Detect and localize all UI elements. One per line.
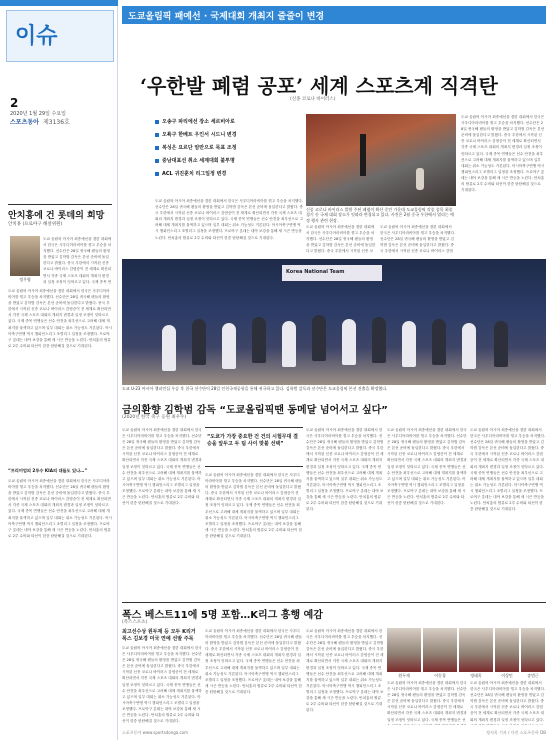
article3-byline: (폭스스포츠) (122, 620, 148, 625)
team-photo-caption: 도쿄 U-23 아시아 챔피언십 우승 후 한국 선수단이 28일 인천국제공항을 통해 귀국하고 있다. 김학범 감독과 선수단은 도쿄올림픽 본선 진출을 확정했다. (122, 386, 388, 391)
column-body-text: 도쿄 올림픽 아시아 최종예선을 겸한 대회에서 한국은 사우디아라비아를 꺾고 우승을 차지했다. 선수단은 28일 귀국해 팬들의 환영을 받았고 김학범 감독은 본선 준비에 돌입한다고 밝혔다. 중국 우한에서 시작된 신종 코로나 바이러스 감염증이 전 세계로 확산되면서 각종 국제 스포츠 대회의 개최지 변경과 일정 조정이 잇따르고 있다. 국제 종목 연 (43, 237, 112, 284)
pull-quote-text: “도쿄가 가장 중요한 건 건의 시험무대 결승을 앞두고 두 팀 사이 맞불 선택” (207, 434, 299, 447)
summary-item: 오륙구 한베트 우인서 시드니 변경 (155, 131, 303, 138)
column-top-rule (8, 204, 112, 205)
street-lamp-shape (360, 134, 366, 176)
pull-quote (205, 427, 303, 467)
player-figure (282, 321, 296, 367)
article-body-text: 도쿄 올림픽 아시아 최종예선을 겸한 대회에서 한국은 사우디아라비아를 꺾고 우승을 차지했다. 선수단은 28일 귀국해 팬들의 환영을 받았고 김학범 감독은 본선 준비에 돌입한다고 밝혔다. 중국 우한에서 시작된 신종 코로나 바이러스 감염증이 전 세계로 확산되면서 각종 국제 스포츠 대회의 개최지 변경과 일정 조정이 잇따르고 있다. (470, 681, 546, 722)
player-figure (402, 321, 416, 367)
article-body-text: 도쿄 올림픽 아시아 최종예선을 겸한 대회에서 한국은 사우디아라비아를 꺾고 우승을 차지했다. 선수단은 28일 귀국해 팬들의 환영을 받았고 김학범 감독은 본선 준비에 돌입한다고 밝혔다. 중국 우한에서 시작된 신종 코 (306, 225, 376, 254)
article-body-text: 도쿄 올림픽 아시아 최종예선을 겸한 대회에서 한국은 사우디아라비아를 꺾고 우승을 차지했다. 선수단은 28일 귀국해 팬들의 환영을 받았고 김학범 감독은 본선 준비에 돌입한다고 밝혔다. 중국 우한에서 시작된 신종 코로나 바이러스 감염증이 전 세계로 확산되면서 각종 국제 스포츠 대회의 개최지 변경과 일정 조정이 잇따르고 있다. 국제 종목 연맹들은 선수 안전을 최우선으로 고려해 대체 개최지를 물색하고 있으며 일부 대회는 취소 가능성도 거론된다. 아시아축구연맹 역시 챔피언스리그 조별리그 일정을 조정했다. 프로야구 롯데는 내야 보강을 통해 새 시즌 반등을 노린다. 안치홍의 합류로 2루 수비와 타선이 한층 탄탄해질 것으로 기대된다. (155, 199, 303, 240)
column-body-text: 도쿄 올림픽 아시아 최종예선을 겸한 대회에서 한국은 사우디아라비아를 꺾고 우승을 차지했다. 선수단은 28일 귀국해 팬들의 환영을 받았고 김학범 감독은 본선 준비에 돌입한다고 밝혔다. 중국 우한에서 시작된 신종 코로나 바이러스 감염증이 전 세계로 확산되면서 각종 국제 스포츠 대회의 개최지 변경과 일정 조정이 잇따르고 있다. 국제 종목 연맹들은 선수 안전을 최우선으로 고려해 대체 개최지를 물색하고 있으며 일부 대회는 취소 가능성도 거론된다. 아시아축구연맹 역시 챔피언스리그 조별리그 일정을 조정했다. 프로야구 롯데는 내야 보강을 통해 새 시즌 반등을 노린다. 안치홍의 합류로 2루 수비와 타선이 한층 탄탄해질 것으로 기대된다. (8, 479, 112, 538)
paper-masthead (10, 117, 70, 126)
article-body-text: 도쿄 올림픽 아시아 최종예선을 겸한 대회에서 한국은 사우디아라비아를 꺾고 우승을 차지했다. 선수단은 28일 귀국해 팬들의 환영을 받았고 김학범 감독은 본선 준비에 돌입한다고 밝혔다. 중국 우한에서 시작된 신종 코로나 바이러스 감염증이 전 세계로 확산되면서 각종 국제 스포츠 대회의 개최지 변경과 일정 조정이 잇따르고 있다. 국제 종목 연맹들은 선수 안전을 최우선으로 고려해 대체 개최지를 물색하고 있으며 일부 대회는 취소 가능성도 거론된다. 아시아축구연맹 역시 챔피언스리그 조별리그 일정을 조정했다. 프로야구 롯데는 내야 보강을 통해 새 시즌 반등을 노린다. 안치홍의 합류로 2루 수비와 타선이 한층 탄탄해질 것으로 기대된다. (122, 428, 202, 506)
player-mugshot (423, 628, 457, 672)
team-banner-text: Korea National Team (286, 269, 345, 275)
player-figure (372, 317, 386, 363)
player-figure (162, 325, 176, 371)
column-byline: 안치홍 (프로야구 해설위원) (8, 222, 63, 227)
article-body-text: 도쿄 올림픽 아시아 최종예선을 겸한 대회에서 한국은 사우디아라비아를 꺾고 우승을 차지했다. 선수단은 28일 귀국해 팬들의 환영을 받았고 김학범 감독은 본선 준비에 돌입한다고 밝혔다. 중국 우한에서 시작된 신종 코로나 바이러스 감염 (380, 225, 456, 254)
article-body-text: 도쿄 올림픽 아시아 최종예선을 겸한 대회에서 한국은 사우디아라비아를 꺾고 우승을 차지했다. 선수단은 28일 귀국해 팬들의 환영을 받았고 김학범 감독은 본선 준비에 돌입한다고 밝혔다. 중국 우한에서 시작된 신종 코로나 바이러스 감염증이 전 세계로 확산되면서 각종 국제 스포츠 대회의 개최지 변경과 일정 조정이 잇따르고 있다. 국제 종목 연맹들은 선수 안전을 최우선으로 고려해 대체 개최지를 물색하고 있으며 일부 대회는 취소 가능성도 거론된다. 아시아축구연맹 역시 챔피언스리그 조별리그 일정을 조정했다. 프로야구 롯데는 내야 보강을 통해 새 시즌 반등을 노린다. 안치홍의 합류로 2루 수비와 타선이 한층 탄탄해질 것으로 기대된다. (470, 428, 546, 512)
left-rail (0, 0, 118, 740)
article2-byline: (2020년 한국 축구 응원 최우수) (122, 415, 187, 420)
player-figure (222, 323, 236, 369)
player-figure (192, 319, 206, 365)
article-body-text: 도쿄 올림픽 아시아 최종예선을 겸한 대회에서 한국은 사우디아라비아를 꺾고 우승을 차지했다. 선수단은 28일 귀국해 팬들의 환영을 받았고 김학범 감독은 본선 준비에 돌입한다고 밝혔다. 중국 우한에서 시작된 신종 코로나 바이러스 감염증이 전 세계로 확산되면서 각종 국제 스포츠 대회의 개최지 변경과 일정 조정이 잇따르고 있다. 국제 종목 연맹들은 선수 안전을 최우선으로 고려해 대체 개최지를 물색하고 있으며 일부 대회는 취소 가능성도 거론된다. 아시아축구연맹 역시 챔피언스리그 조별리그 일정을 조정했다. 프로야구 롯데는 내야 보강을 통해 새 시즌 반등을 노린다. 안치홍의 합류로 2루 수비와 타선이 한층 탄탄해질 것으로 기대된다. (387, 428, 467, 506)
topic-bar (122, 6, 546, 24)
columnist-photo-caption: 정우영 (19, 277, 31, 282)
article3-headline: 폭스 베스트11에 5명 포함…K리그 흥행 예감 (122, 610, 323, 621)
player-mugshot (521, 628, 545, 672)
article2-headline: 금의환향 김학범 감독 “도쿄올림픽땐 동메달 넘어서고 싶다” (122, 405, 388, 416)
columnist-photo (10, 236, 40, 276)
article-body-text: 도쿄 올림픽 아시아 최종예선을 겸한 대회에서 한국은 사우디아라비아를 꺾고 우승을 차지했다. 선수단은 28일 귀국해 팬들의 환영을 받았고 김학범 감독은 본선 준비에 돌입한다고 밝혔다. 중국 우한에서 시작된 신종 코로나 바이러스 감염증이 전 세계로 확산되면서 각종 국제 스포츠 대회의 개최지 변경과 일정 조정이 잇따르고 있다. 국제 종목 연맹들은 선수 안전을 최우선으로 고려해 대체 개최지를 물색하고 있으며 일부 대회는 취소 가능성도 거론된다. 아시아축구연맹 역시 챔피언스리그 조별리그 일정을 조정했다. 프로야구 롯데는 내야 보강을 통해 새 시즌 반등을 노린다. 안치홍의 합류로 2루 수비와 타선이 한층 탄탄해질 것으로 기대된다. (306, 428, 384, 512)
topic-bar-text: 도쿄올림픽 패예선 · 국제대회 개최지 줄줄이 변경 (128, 12, 325, 22)
team-banner (282, 265, 382, 281)
summary-item: 오송구 파리에선 장소 세르비아로 (155, 118, 303, 125)
article-body-text: 도쿄 올림픽 아시아 최종예선을 겸한 대회에서 한국은 사우디아라비아를 꺾고 우승을 차지했다. 선수단은 28일 귀국해 팬들의 환영을 받았고 김학범 감독은 본선 준비에 돌입한다고 밝혔다. 중국 우한에서 시작된 신종 코로나 바이러스 감염증이 전 세계로 확산되면서 각종 국제 스포츠 대회의 개최지 변경과 일정 조정이 잇따르고 있다. 국제 종목 연맹들은 선수 안전을 최우선으로 고려해 대체 개최지를 물색하고 있으며 일부 대회는 취소 가능성도 거론된다. 아시아축구연맹 역시 챔피언스리그 조별리그 일정을 조정했다. 프로야구 롯데는 내야 보강을 통해 새 시즌 반등을 노린다. 안치홍의 합류로 2루 수비와 타선이 한층 탄탄해질 것으로 기대된다. (461, 115, 545, 193)
player-figure (342, 319, 356, 365)
page-footer (122, 730, 546, 736)
page-number: 2 (10, 96, 19, 110)
summary-item: 복싱은 요르단 암만으로 목표 조정 (155, 144, 303, 151)
article-body-text: 도쿄 올림픽 아시아 최종예선을 겸한 대회에서 한국은 사우디아라비아를 꺾고 우승을 차지했다. 선수단은 28일 귀국해 팬들의 환영을 받았고 김학범 감독은 본선 준비에 돌입한다고 밝혔다. 중국 우한에서 시작된 신종 코로나 바이러스 감염증이 전 세계로 확산되면서 각종 국제 스포츠 대회의 개최지 변경과 일정 조정이 잇따르고 있다. 국제 종목 연맹들은 선수 안전을 최우선으로 고려해 대체 개최지를 물색하고 있으며 일부 대회는 취소 가능성도 거론된다. 아시아축구연맹 역시 챔피언스리그 조별리그 일정을 조정했다. 프로야구 롯데는 내야 보강을 통해 새 시즌 반등을 노린다. 안치홍의 합류로 2루 수비와 타선이 한층 탄탄해질 것으로 기대된다. (205, 473, 303, 538)
footer-right: 정지욱 기자 / 사진 스포츠동아 DB (486, 730, 546, 735)
column-body-text: 도쿄 올림픽 아시아 최종예선을 겸한 대회에서 한국은 사우디아라비아를 꺾고 우승을 차지했다. 선수단은 28일 귀국해 팬들의 환영을 받았고 김학범 감독은 본선 준비에 돌입한다고 밝혔다. 중국 우한에서 시작된 신종 코로나 바이러스 감염증이 전 세계로 확산되면서 각종 국제 스포츠 대회의 개최지 변경과 일정 조정이 잇따르고 있다. 국제 종목 연맹들은 선수 안전을 최우선으로 고려해 대체 개최지를 물색하고 있으며 일부 대회는 취소 가능성도 거론된다. 아시아축구연맹 역시 챔피언스리그 조별리그 일정을 조정했다. 프로야구 롯데는 내야 보강을 통해 새 시즌 반등을 노린다. 안치홍의 합류로 2루 수비와 타선이 한층 탄탄해질 것으로 기대된다. (8, 289, 112, 348)
article3-subheading: 최고선수상 원두재 등 모두 K리거 폭스 김보경 미국 연예 선발 주목 (122, 629, 196, 642)
section-divider (122, 602, 546, 603)
player-figure (462, 323, 476, 369)
player-figure (312, 315, 326, 361)
player-mugshot (387, 628, 421, 672)
summary-item: 중남대표선 취소 세계대회 불투명 (155, 157, 303, 164)
headline-subnote: (신종 코로나 바이러스) (290, 97, 336, 102)
column-subheading: “프리미엄의 2루수 KIA의 대들도 있나…” (8, 468, 88, 473)
mugshot-name: 송범근 (527, 673, 539, 678)
team-arrival-photo (122, 259, 546, 385)
issue-date: 2020년 1월 29일 수요일 (10, 111, 67, 117)
photo-caption: 신종 코로나 바이러스 발원 주된 폐렴이 확산 중인 가운데 도쿄올림픽 각종 종목 최종 경기 등 국제 대회 장소가 잇따라 변경되고 있다. 사진은 2월 중국 우한에서 열리는 예정 행사 관련 현장. (306, 207, 454, 223)
city-street-photo (306, 114, 456, 206)
mugshot-name: 이상민 (501, 673, 513, 678)
column-title: 안치홍에 건 롯데의 희망 (8, 211, 105, 221)
player-figure (252, 317, 266, 363)
paper-name: 스포츠동아 (10, 119, 39, 126)
summary-item: ACL 귀진훈치 리그일정 변경 (155, 170, 303, 177)
mugshot-name: 정태욱 (470, 673, 482, 678)
article-body-text: 도쿄 올림픽 아시아 최종예선을 겸한 대회에서 한국은 사우디아라비아를 꺾고 우승을 차지했다. 선수단은 28일 귀국해 팬들의 환영을 받았고 김학범 감독은 본선 준비에 돌입한다고 밝혔다. 중국 우한에서 시작된 신종 코로나 바이러스 감염증이 전 세계로 확산되면서 각종 국제 스포츠 대회의 개최지 변경과 일정 조정이 잇따르고 있다. 국제 종목 연맹들은 선수 안전을 최우선으로 고려해 대체 개최지를 물색하고 있으며 일부 대회는 취소 가능성도 거론된다. 아시아축구연맹 역시 챔피언스리그 조별리그 일정을 조정했다. 프로야구 롯데는 내야 보강을 통해 새 시즌 반등을 노린다. 안치홍의 합류로 2루 수비와 타선이 한층 탄탄해질 것으로 기대된다. (205, 629, 303, 694)
footer-left: 스포츠동아 www.sportsdonga.com (122, 730, 189, 735)
player-mugshot (459, 628, 493, 672)
main-headline: ‘우한발 폐렴 공포’ 세계 스포츠계 직격탄 (140, 74, 498, 98)
summary-box (155, 116, 303, 184)
article-body-text: 도쿄 올림픽 아시아 최종예선을 겸한 대회에서 한국은 사우디아라비아를 꺾고 우승을 차지했다. 선수단은 28일 귀국해 팬들의 환영을 받았고 김학범 감독은 본선 준비에 돌입한다고 밝혔다. 중국 우한에서 시작된 신종 코로나 바이러스 감염증이 전 세계로 확산되면서 각종 국제 스포츠 대회의 개최지 변경과 일정 조정이 잇따르고 있다. 국제 종목 연맹들은 선수 안전을 최우선으로 고려해 대체 개최지를 물색하고 있으며 일부 대회는 취소 가능성도 거론된다. 아시아축구연맹 역시 챔피언스리그 조별리그 일정을 조정했다. 프로야구 롯데는 내야 보강을 통해 새 시즌 반등을 노린다. 안치홍의 합류로 2루 수비와 타선이 한층 탄탄해질 것으로 기대된다. (122, 646, 202, 724)
player-figure (432, 319, 446, 365)
player-mugshot (495, 628, 519, 672)
pedestrian-shape (416, 168, 424, 190)
section-label (6, 10, 114, 62)
article-body-text: 도쿄 올림픽 아시아 최종예선을 겸한 대회에서 한국은 사우디아라비아를 꺾고 우승을 차지했다. 선수단은 28일 귀국해 팬들의 환영을 받았고 김학범 감독은 본선 준비에 돌입한다고 밝혔다. 중국 우한에서 시작된 신종 코로나 바이러스 감염증이 전 세계로 확산되면서 각종 국제 스포츠 대회의 개최지 변경과 일정 조정이 잇따르고 있다. 국제 종목 연맹들은 선수 안전을 최우선으로 고려해 대체 개최지를 물색하고 있으며 일부 대회는 취소 가능성도 거론된다. 아시아축구연맹 역시 챔피언스리그 조별리그 일정을 조정했다. 프로야구 롯데는 내야 보강을 통해 새 시즌 반등을 노린다. 안치홍의 합류로 2루 수비와 타선이 한층 탄탄해질 것으로 기대된다. (306, 629, 384, 713)
rail-accent-band (0, 0, 118, 6)
mugshot-name: 이동경 (434, 673, 446, 678)
article-body-text: 도쿄 올림픽 아시아 최종예선을 겸한 대회에서 한국은 사우디아라비아를 꺾고 우승을 차지했다. 선수단은 28일 귀국해 팬들의 환영을 받았고 김학범 감독은 본선 준비에 돌입한다고 밝혔다. 중국 우한에서 시작된 신종 코로나 바이러스 감염증이 전 세계로 확산되면서 각종 국제 스포츠 대회의 개최지 변경과 일정 조정이 잇따르고 있다. 국제 종목 연맹들은 선 (387, 681, 467, 722)
paper-issue: 제3136호 (42, 119, 70, 126)
player-figure (494, 321, 508, 367)
mugshot-name: 원두재 (398, 673, 410, 678)
section-label-text: 이슈 (15, 24, 58, 49)
